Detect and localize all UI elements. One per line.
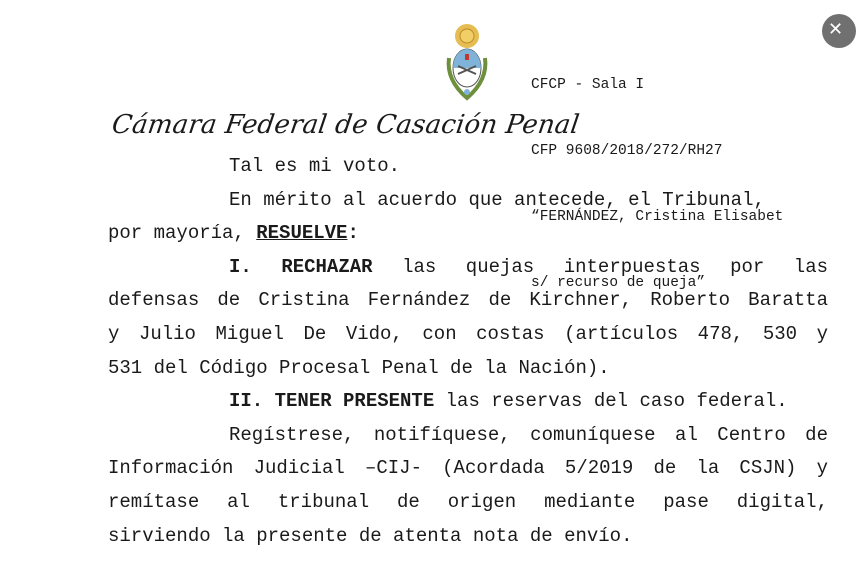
text-line: En mérito al acuerdo que antecede, el Tribunal, <box>229 188 765 211</box>
text-line: y Julio Miguel De Vido, con costas (artículos 478, 530 y <box>108 322 828 345</box>
court-name: Cámara Federal de Casación Penal <box>110 110 582 140</box>
text-segment: : <box>347 222 359 245</box>
text-line: Regístrese, notifíquese, comuníquese al Centro de <box>229 423 828 446</box>
text-segment: las quejas interpuestas por las <box>372 255 829 278</box>
text-segment: las reservas del caso federal. <box>434 390 788 413</box>
text-line <box>108 251 828 285</box>
text-line: sirviendo la presente de atenta nota de envío. <box>108 524 633 547</box>
point-one-heading: I. RECHAZAR <box>229 255 373 278</box>
case-line: CFCP - Sala I <box>531 77 645 93</box>
text-line: Información Judicial –CIJ- (Acordada 5/2019 de la CSJN) y <box>108 457 828 480</box>
text-line: Tal es mi voto. <box>229 155 401 177</box>
resolution-body <box>108 150 828 553</box>
case-line: “FERNÁNDEZ, Cristina Elisabet <box>531 209 784 225</box>
text-line <box>108 385 828 419</box>
argentina-coat-of-arms-icon <box>440 22 494 102</box>
close-button[interactable] <box>822 14 856 48</box>
text-line: remítase al tribunal de origen mediante pase digital, <box>108 490 828 513</box>
case-line: CFP 9608/2018/272/RH27 <box>531 143 723 159</box>
case-line: s/ recurso de queja” <box>531 275 706 291</box>
resuelve-heading: RESUELVE <box>256 222 348 245</box>
sun-rays <box>455 24 479 48</box>
point-two-heading: II. TENER PRESENTE <box>229 390 435 413</box>
text-line: 531 del Código Procesal Penal de la Nación). <box>108 356 610 379</box>
text-segment: por mayoría, <box>108 222 257 245</box>
close-icon: ✕ <box>828 19 844 40</box>
text-line: defensas de Cristina Fernández de Kirchner, Roberto Baratta <box>108 289 828 312</box>
text-line <box>108 217 828 251</box>
